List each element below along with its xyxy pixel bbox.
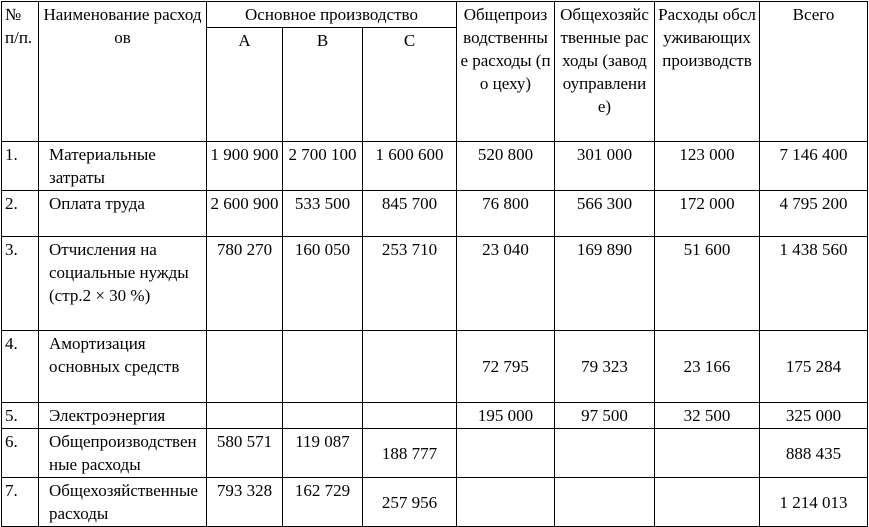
row-name: Амортизация основных средств: [39, 331, 207, 403]
header-name: Наименование расходов: [39, 2, 207, 142]
cell-shop: 76 800: [457, 191, 555, 237]
cell-b: [283, 403, 363, 429]
cell-b: 119 087: [283, 429, 363, 478]
cell-total: 325 000: [760, 403, 868, 429]
cell-c: 845 700: [363, 191, 457, 237]
cell-plant: 301 000: [555, 142, 655, 191]
cell-b: 2 700 100: [283, 142, 363, 191]
row-name: Материальные затраты: [39, 142, 207, 191]
row-num: 2.: [2, 191, 39, 237]
cell-shop: [457, 429, 555, 478]
cell-shop: 72 795: [457, 331, 555, 403]
header-service-costs: Расходы обслуживающих производств: [655, 2, 760, 142]
cell-service: 123 000: [655, 142, 760, 191]
cell-total: 4 795 200: [760, 191, 868, 237]
row-name: Электроэнергия: [39, 403, 207, 429]
cell-a: 580 571: [207, 429, 283, 478]
table-row: [2, 331, 868, 403]
cell-service: 51 600: [655, 237, 760, 331]
row-name: Оплата труда: [39, 191, 207, 237]
cell-total: 888 435: [760, 429, 868, 478]
cell-c: 253 710: [363, 237, 457, 331]
row-num: 6.: [2, 429, 39, 478]
row-name: Общехозяйственные расходы: [39, 478, 207, 527]
header-plant-overhead: Общехозяйственные расходы (заводоуправление): [555, 2, 655, 142]
cell-a: 2 600 900: [207, 191, 283, 237]
row-num: 4.: [2, 331, 39, 403]
cell-b: 533 500: [283, 191, 363, 237]
cell-b: 160 050: [283, 237, 363, 331]
cell-plant: 97 500: [555, 403, 655, 429]
row-name: Общепроизводственные расходы: [39, 429, 207, 478]
cell-shop: 23 040: [457, 237, 555, 331]
cell-a: 1 900 900: [207, 142, 283, 191]
cell-plant: 566 300: [555, 191, 655, 237]
row-num: 3.: [2, 237, 39, 331]
cell-service: [655, 478, 760, 527]
cell-a: 793 328: [207, 478, 283, 527]
header-total: Всего: [760, 2, 868, 142]
table-row: [2, 403, 868, 429]
cell-service: 23 166: [655, 331, 760, 403]
header-product-c: С: [363, 28, 457, 142]
cell-plant: [555, 429, 655, 478]
cell-b: [283, 331, 363, 403]
cell-service: 32 500: [655, 403, 760, 429]
cell-total: 1 214 013: [760, 478, 868, 527]
cell-a: [207, 331, 283, 403]
cell-c: [363, 331, 457, 403]
cell-plant: [555, 478, 655, 527]
cell-c: 257 956: [363, 478, 457, 527]
cell-total: 175 284: [760, 331, 868, 403]
header-main-production: Основное производство: [207, 2, 457, 28]
cell-plant: 169 890: [555, 237, 655, 331]
cell-plant: 79 323: [555, 331, 655, 403]
row-num: 7.: [2, 478, 39, 527]
expenses-table: [1, 1, 868, 527]
table-row: [2, 478, 868, 527]
header-shop-overhead: Общепроизводственные расходы (по цеху): [457, 2, 555, 142]
table-row: [2, 142, 868, 191]
cell-c: 188 777: [363, 429, 457, 478]
cell-c: [363, 403, 457, 429]
table-row: [2, 429, 868, 478]
cell-total: 7 146 400: [760, 142, 868, 191]
header-row-1: [2, 2, 868, 28]
cell-c: 1 600 600: [363, 142, 457, 191]
row-num: 5.: [2, 403, 39, 429]
cell-total: 1 438 560: [760, 237, 868, 331]
table-row: [2, 191, 868, 237]
cell-shop: 195 000: [457, 403, 555, 429]
table-row: [2, 237, 868, 331]
cell-a: 780 270: [207, 237, 283, 331]
cell-shop: 520 800: [457, 142, 555, 191]
row-num: 1.: [2, 142, 39, 191]
cell-a: [207, 403, 283, 429]
row-name: Отчисления на социальные нужды (стр.2 × 30 %): [39, 237, 207, 331]
cell-service: 172 000: [655, 191, 760, 237]
cell-shop: [457, 478, 555, 527]
header-product-a: А: [207, 28, 283, 142]
cell-b: 162 729: [283, 478, 363, 527]
header-product-b: В: [283, 28, 363, 142]
header-num: № п/п.: [2, 2, 39, 142]
cell-service: [655, 429, 760, 478]
